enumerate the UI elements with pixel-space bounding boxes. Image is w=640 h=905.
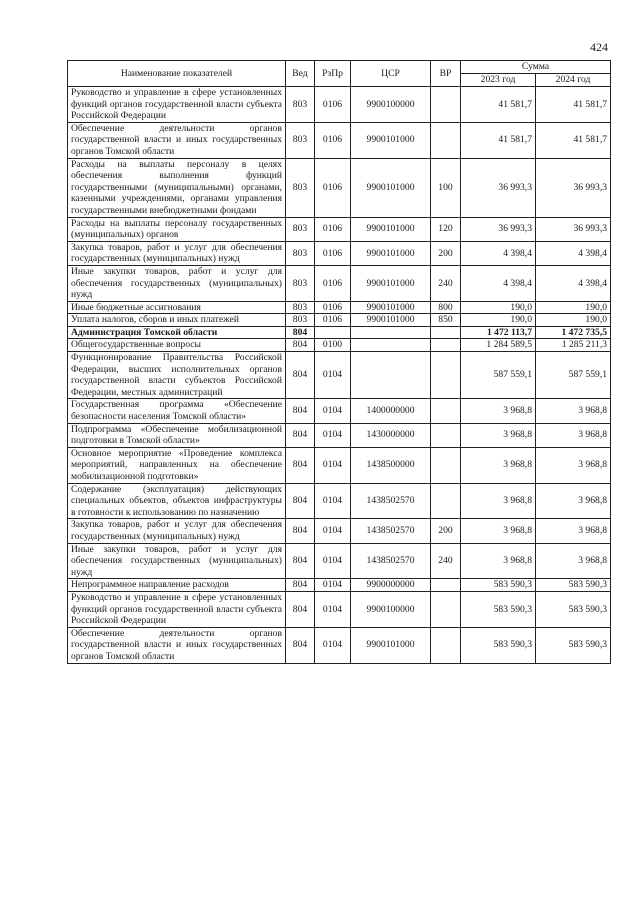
row-sum-2023: 583 590,3 [461,579,536,592]
row-vr: 240 [431,543,461,579]
row-rzpr: 0100 [315,339,351,352]
table-row [68,122,611,158]
row-ved: 804 [286,579,315,592]
row-rzpr: 0104 [315,483,351,519]
row-csr: 9900100000 [351,591,431,627]
row-ved: 804 [286,627,315,663]
row-ved: 804 [286,339,315,352]
row-ved: 804 [286,423,315,447]
row-csr: 1438502570 [351,519,431,543]
header-year-2024: 2024 год [536,74,611,87]
row-vr: 120 [431,217,461,241]
row-name: Иные бюджетные ассигнования [68,301,286,314]
row-rzpr: 0104 [315,399,351,423]
row-sum-2024: 583 590,3 [536,579,611,592]
row-sum-2023: 3 968,8 [461,399,536,423]
row-sum-2023: 587 559,1 [461,352,536,399]
row-sum-2023: 3 968,8 [461,447,536,483]
header-rzpr: РзПр [315,61,351,87]
table-row [68,352,611,399]
row-ved: 803 [286,122,315,158]
header-sum: Сумма [461,61,611,74]
table-row [68,591,611,627]
row-sum-2023: 190,0 [461,301,536,314]
row-rzpr [315,326,351,339]
row-ved: 804 [286,352,315,399]
row-rzpr: 0106 [315,217,351,241]
row-csr: 9900101000 [351,241,431,265]
row-sum-2024: 3 968,8 [536,399,611,423]
row-vr [431,483,461,519]
row-sum-2023: 583 590,3 [461,591,536,627]
row-sum-2024: 3 968,8 [536,543,611,579]
table-row [68,579,611,592]
table-row [68,265,611,301]
row-ved: 803 [286,265,315,301]
row-rzpr: 0106 [315,122,351,158]
row-ved: 803 [286,217,315,241]
table-row [68,543,611,579]
row-csr: 9900101000 [351,158,431,217]
row-name: Закупка товаров, работ и услуг для обеспечения государственных (муниципальных) нужд [68,241,286,265]
table-body [68,87,611,664]
row-ved: 804 [286,326,315,339]
row-sum-2023: 4 398,4 [461,265,536,301]
row-csr: 9900101000 [351,627,431,663]
row-vr [431,399,461,423]
row-ved: 804 [286,591,315,627]
row-rzpr: 0104 [315,579,351,592]
row-name: Государственная программа «Обеспечение безопасности населения Томской области» [68,399,286,423]
row-sum-2023: 3 968,8 [461,423,536,447]
row-sum-2023: 3 968,8 [461,483,536,519]
row-name: Закупка товаров, работ и услуг для обеспечения государственных (муниципальных) нужд [68,519,286,543]
table-row [68,301,611,314]
row-csr: 9900101000 [351,217,431,241]
table-row [68,399,611,423]
row-name: Непрограммное направление расходов [68,579,286,592]
row-sum-2024: 587 559,1 [536,352,611,399]
row-sum-2024: 3 968,8 [536,423,611,447]
row-ved: 804 [286,483,315,519]
row-name: Уплата налогов, сборов и иных платежей [68,314,286,327]
row-csr: 1438500000 [351,447,431,483]
row-rzpr: 0104 [315,519,351,543]
row-sum-2024: 4 398,4 [536,265,611,301]
row-name: Общегосударственные вопросы [68,339,286,352]
row-vr [431,352,461,399]
table-row [68,326,611,339]
row-rzpr: 0106 [315,301,351,314]
row-sum-2024: 1 285 211,3 [536,339,611,352]
header-csr: ЦСР [351,61,431,87]
row-csr: 1438502570 [351,543,431,579]
row-sum-2024: 583 590,3 [536,591,611,627]
row-name: Подпрограмма «Обеспечение мобилизационной подготовки в Томской области» [68,423,286,447]
row-sum-2023: 583 590,3 [461,627,536,663]
header-vr: ВР [431,61,461,87]
page-number: 424 [590,40,608,54]
row-sum-2024: 3 968,8 [536,483,611,519]
budget-table [67,60,611,664]
row-rzpr: 0104 [315,627,351,663]
row-vr: 800 [431,301,461,314]
row-ved: 803 [286,158,315,217]
row-rzpr: 0104 [315,352,351,399]
header-ved: Вед [286,61,315,87]
header-year-2023: 2023 год [461,74,536,87]
row-vr [431,87,461,123]
table-row [68,314,611,327]
row-sum-2024: 190,0 [536,314,611,327]
table-row [68,483,611,519]
table-row [68,519,611,543]
row-rzpr: 0106 [315,314,351,327]
row-vr [431,326,461,339]
row-name: Иные закупки товаров, работ и услуг для обеспечения государственных (муниципальных) нужд [68,543,286,579]
table-row [68,627,611,663]
row-sum-2023: 36 993,3 [461,217,536,241]
row-csr: 9900101000 [351,301,431,314]
row-csr: 9900100000 [351,87,431,123]
row-sum-2024: 4 398,4 [536,241,611,265]
row-vr: 240 [431,265,461,301]
row-vr [431,627,461,663]
row-rzpr: 0104 [315,447,351,483]
row-ved: 804 [286,399,315,423]
row-csr: 9900101000 [351,122,431,158]
row-csr: 9900101000 [351,314,431,327]
row-sum-2024: 41 581,7 [536,87,611,123]
row-vr [431,339,461,352]
row-sum-2023: 3 968,8 [461,543,536,579]
table-row [68,158,611,217]
row-ved: 803 [286,314,315,327]
row-vr [431,447,461,483]
table-row [68,447,611,483]
row-vr [431,122,461,158]
row-name: Администрация Томской области [68,326,286,339]
row-sum-2023: 36 993,3 [461,158,536,217]
row-sum-2024: 3 968,8 [536,519,611,543]
row-csr: 1430000000 [351,423,431,447]
row-sum-2023: 41 581,7 [461,122,536,158]
row-vr: 850 [431,314,461,327]
row-vr: 200 [431,241,461,265]
row-csr [351,352,431,399]
row-ved: 803 [286,87,315,123]
row-rzpr: 0106 [315,265,351,301]
row-name: Руководство и управление в сфере установленных функций органов государственной власти субъекта Российской Федерации [68,591,286,627]
row-vr [431,591,461,627]
row-rzpr: 0104 [315,591,351,627]
row-rzpr: 0104 [315,423,351,447]
row-sum-2023: 1 284 589,5 [461,339,536,352]
row-csr [351,339,431,352]
row-sum-2023: 190,0 [461,314,536,327]
row-sum-2023: 41 581,7 [461,87,536,123]
table-row [68,423,611,447]
row-sum-2024: 3 968,8 [536,447,611,483]
row-sum-2024: 190,0 [536,301,611,314]
row-name: Функционирование Правительства Российской Федерации, высших исполнительных органов государственной власти субъектов Российской Федерации, местных администраций [68,352,286,399]
row-csr: 9900101000 [351,265,431,301]
row-vr [431,579,461,592]
row-sum-2024: 41 581,7 [536,122,611,158]
row-vr: 100 [431,158,461,217]
row-sum-2024: 583 590,3 [536,627,611,663]
row-sum-2023: 3 968,8 [461,519,536,543]
row-vr [431,423,461,447]
table-row [68,241,611,265]
row-name: Основное мероприятие «Проведение комплекса мероприятий, направленных на обеспечение мобилизационной подготовки» [68,447,286,483]
row-csr: 1438502570 [351,483,431,519]
row-sum-2024: 1 472 735,5 [536,326,611,339]
row-name: Содержание (эксплуатация) действующих специальных объектов, объектов инфраструктуры в готовности к использованию по назначению [68,483,286,519]
row-sum-2023: 4 398,4 [461,241,536,265]
row-rzpr: 0106 [315,87,351,123]
table-row [68,87,611,123]
row-rzpr: 0106 [315,158,351,217]
row-ved: 803 [286,301,315,314]
row-ved: 803 [286,241,315,265]
row-sum-2024: 36 993,3 [536,158,611,217]
row-rzpr: 0106 [315,241,351,265]
row-name: Расходы на выплаты персоналу в целях обеспечения выполнения функций государственными (муниципальными) органами, казенными учреждениями, органами управления государственными внебюджетными фондами [68,158,286,217]
row-csr [351,326,431,339]
row-vr: 200 [431,519,461,543]
row-name: Расходы на выплаты персоналу государственных (муниципальных) органов [68,217,286,241]
row-sum-2023: 1 472 113,7 [461,326,536,339]
row-name: Обеспечение деятельности органов государственной власти и иных государственных органов Томской области [68,627,286,663]
row-rzpr: 0104 [315,543,351,579]
table-row [68,339,611,352]
row-sum-2024: 36 993,3 [536,217,611,241]
row-csr: 9900000000 [351,579,431,592]
row-ved: 804 [286,519,315,543]
row-ved: 804 [286,543,315,579]
table-row [68,217,611,241]
row-name: Руководство и управление в сфере установленных функций органов государственной власти субъекта Российской Федерации [68,87,286,123]
header-name: Наименование показателей [68,61,286,87]
table-header [68,61,611,87]
row-name: Иные закупки товаров, работ и услуг для обеспечения государственных (муниципальных) нужд [68,265,286,301]
row-ved: 804 [286,447,315,483]
row-csr: 1400000000 [351,399,431,423]
row-name: Обеспечение деятельности органов государственной власти и иных государственных органов Томской области [68,122,286,158]
